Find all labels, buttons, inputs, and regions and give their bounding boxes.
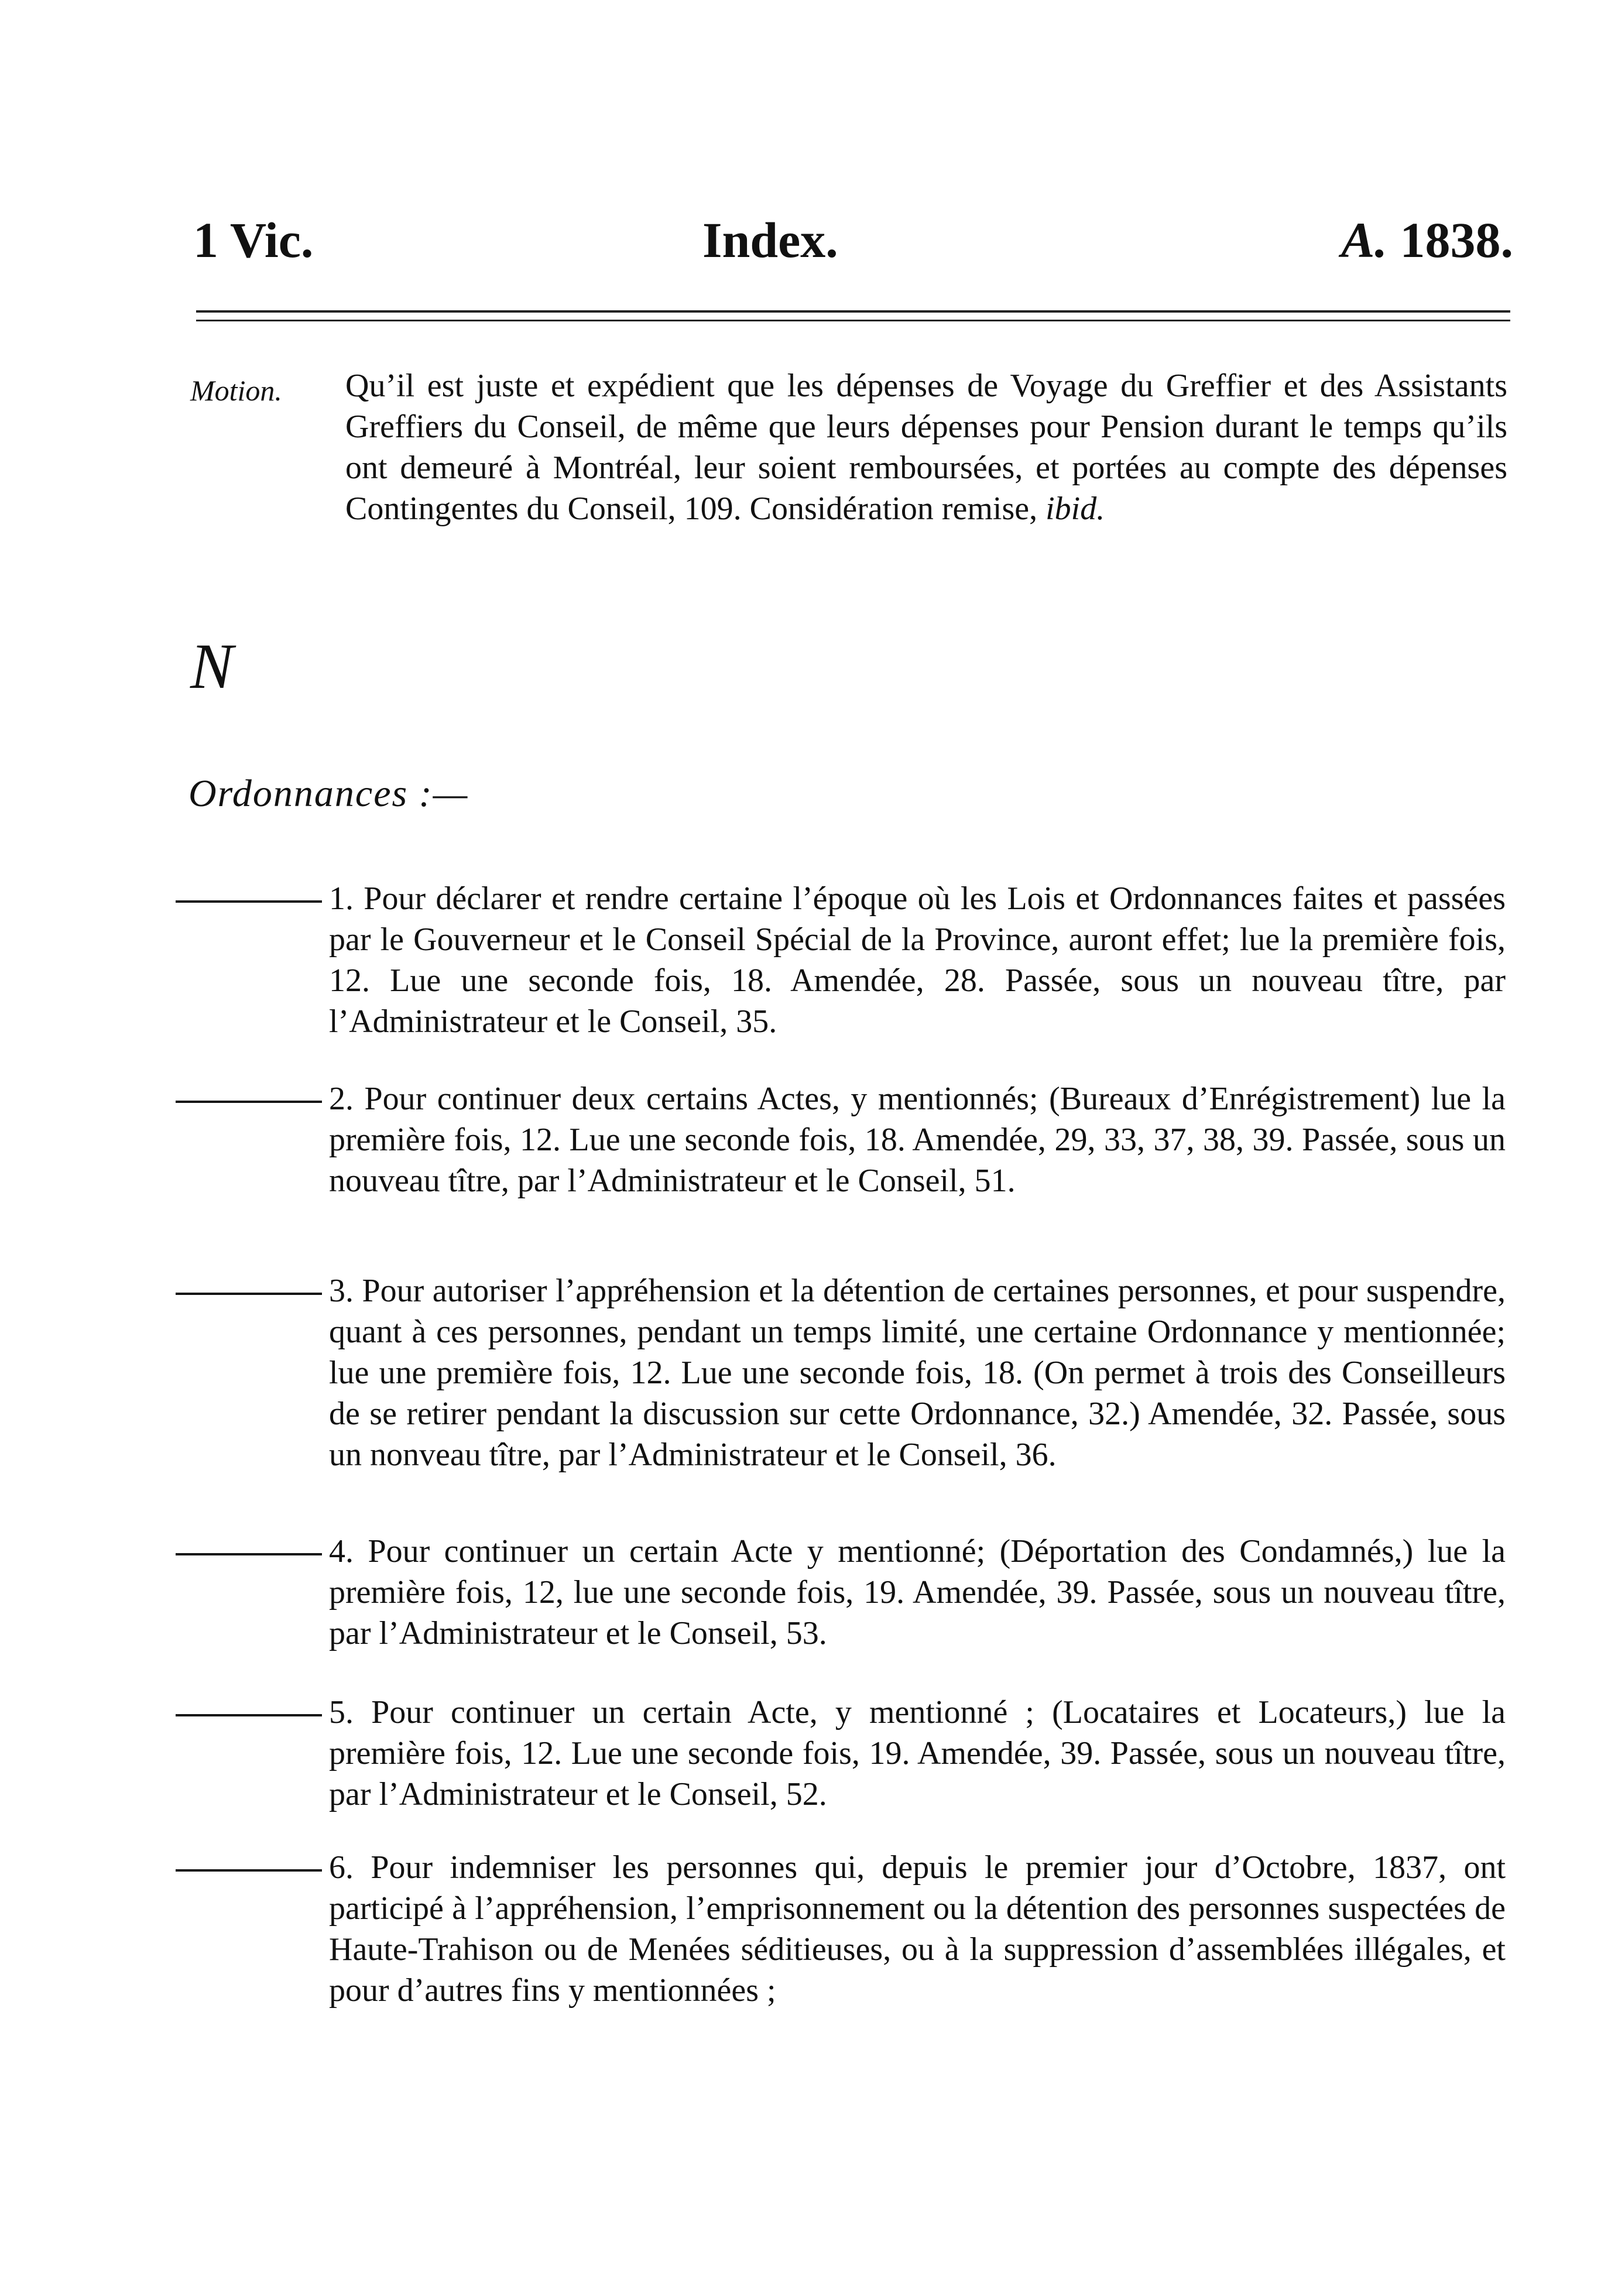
entry-number: 4. bbox=[329, 1533, 354, 1569]
entry-text-block bbox=[329, 878, 1506, 1042]
running-header bbox=[193, 211, 1513, 281]
entry-dash bbox=[176, 1714, 322, 1716]
entry-dash bbox=[176, 900, 322, 903]
entry-dash bbox=[176, 1869, 322, 1872]
section-letter: N bbox=[190, 630, 234, 702]
entry-text: Pour indemniser les personnes qui, depuis le premier jour d’Octobre, 1837, ont participé à l’appréhension, l’emprisonnement ou la détention des personnes suspectées de Haute-Trahison ou de Menées séditieuses, ou à la suppression d’assemblées illégales, et pour d’autres fins y mentionnées ; bbox=[329, 1849, 1506, 2009]
section-heading: Ordonnances :— bbox=[188, 772, 469, 815]
entry-text-block bbox=[329, 1847, 1506, 2011]
header-regnal-year: 1 Vic. bbox=[193, 212, 314, 268]
entry-text-block bbox=[329, 1692, 1506, 1815]
header-year-number: 1838. bbox=[1400, 212, 1513, 268]
entry-dash bbox=[176, 1553, 322, 1555]
motion-text: Qu’il est juste et expédient que les dépenses de Voyage du Greffier et des Assistants Greffiers du Conseil, de même que leurs dépenses pour Pension durant le temps qu’ils ont demeuré à Montréal, leur soient remboursées, et portées au compte des dépenses Contingentes du Conseil, 109. Considération remise, bbox=[345, 368, 1507, 527]
entry-dash bbox=[176, 1293, 322, 1295]
entry-number: 5. bbox=[329, 1694, 354, 1730]
motion-paragraph bbox=[345, 365, 1507, 529]
header-year bbox=[1341, 211, 1513, 269]
entry-number: 1. bbox=[329, 880, 354, 917]
entry-text: Pour autoriser l’appréhension et la détention de certaines personnes, et pour suspendre, quant à ces personnes, pendant un temps limité, une certaine Ordonnance y mentionnée; lue une première fois, 12. Lue une seconde fois, 18. (On permet à trois des Conseilleurs de se retirer pendant la discussion sur cette Ordonnance, 32.) Amendée, 32. Passée, sous un nonveau tître, par l’Administrateur et le Conseil, 36. bbox=[329, 1273, 1506, 1473]
entry-number: 6. bbox=[329, 1849, 354, 1886]
entry-text: Pour continuer un certain Acte, y mentionné ; (Locataires et Locateurs,) lue la première fois, 12. Lue une seconde fois, 19. Amendée, 39. Passée, sous un nouveau tître, par l’Administrateur et le Conseil, 52. bbox=[329, 1694, 1506, 1812]
motion-ibid: ibid. bbox=[1045, 491, 1105, 527]
entry-text-block bbox=[329, 1531, 1506, 1654]
entry-dash bbox=[176, 1101, 322, 1103]
header-title: Index. bbox=[702, 212, 838, 268]
entry-number: 2. bbox=[329, 1081, 354, 1117]
entry-text-block bbox=[329, 1270, 1506, 1475]
header-rule-top bbox=[196, 310, 1510, 313]
entry-text: Pour continuer un certain Acte y mentionné; (Déportation des Condamnés,) lue la première fois, 12, lue une seconde fois, 19. Amendée, 39. Passée, sous un nouveau tître, par l’Administrateur et le Conseil, 53. bbox=[329, 1533, 1506, 1651]
header-anno: A. bbox=[1341, 212, 1387, 268]
header-rule-bottom bbox=[196, 320, 1510, 321]
entry-text: Pour déclarer et rendre certaine l’époque où les Lois et Ordonnances faites et passées par le Gouverneur et le Conseil Spécial de la Province, auront effet; lue la première fois, 12. Lue une seconde fois, 18. Amendée, 28. Passée, sous un nouveau tître, par l’Administrateur et le Conseil, 35. bbox=[329, 880, 1506, 1040]
entry-text: Pour continuer deux certains Actes, y mentionnés; (Bureaux d’Enrégistrement) lue la première fois, 12. Lue une seconde fois, 18. Amendée, 29, 33, 37, 38, 39. Passée, sous un nouveau tître, par l’Administrateur et le Conseil, 51. bbox=[329, 1081, 1506, 1199]
entry-number: 3. bbox=[329, 1273, 354, 1309]
entry-text-block bbox=[329, 1078, 1506, 1201]
motion-margin-label: Motion. bbox=[190, 374, 282, 407]
